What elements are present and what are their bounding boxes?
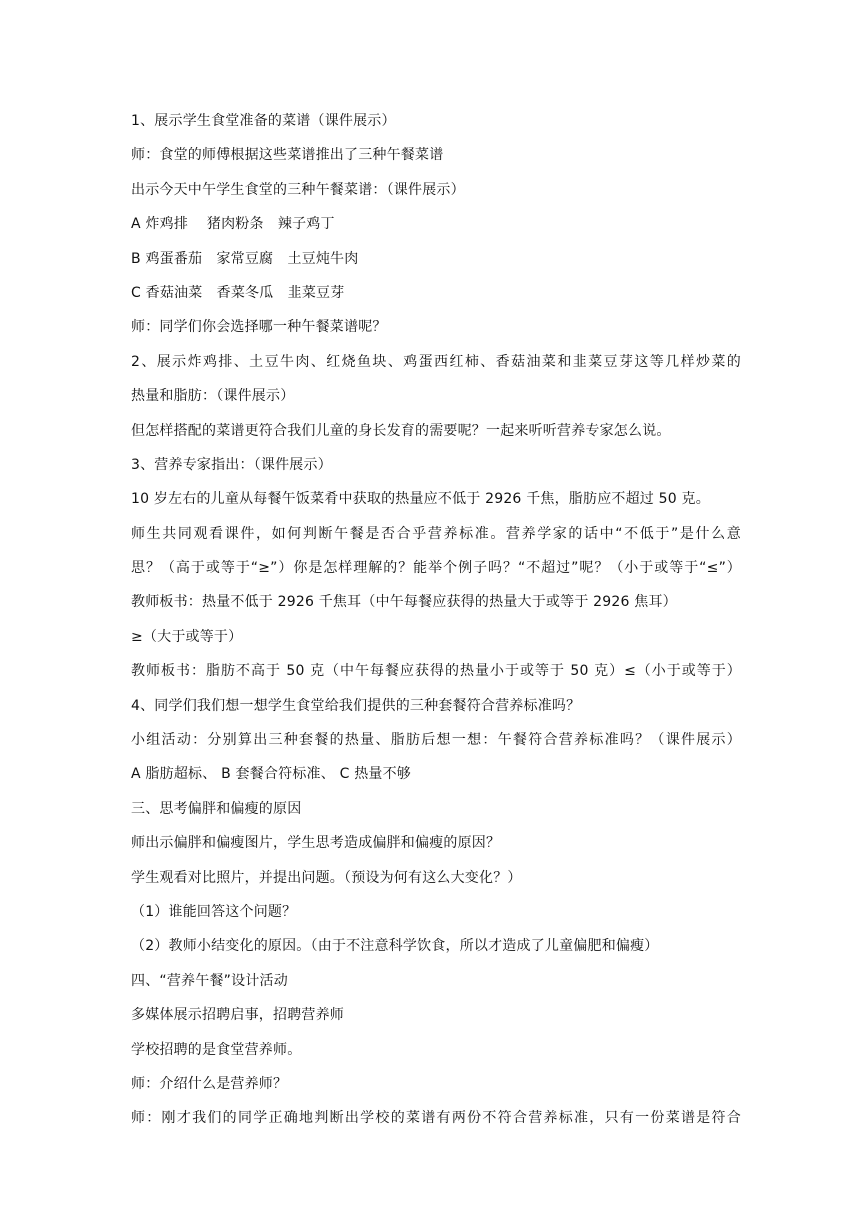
text-line-25: （2）教师小结变化的原因。（由于不注意科学饮食，所以才造成了儿童偏肥和偏瘦） — [131, 938, 659, 955]
text-line-2: 师：食堂的师傅根据这些菜谱推出了三种午餐菜谱 — [131, 147, 444, 164]
text-line-7: 师：同学们你会选择哪一种午餐菜谱呢？ — [131, 319, 387, 336]
text-line-29: 师：介绍什么是营养师？ — [131, 1075, 288, 1092]
text-line-1: 1、展示学生食堂准备的菜谱（课件展示） — [131, 113, 396, 129]
text-line-19: 小组活动：分别算出三种套餐的热量、脂肪后想一想：午餐符合营养标准吗？（课件展示） — [131, 732, 741, 749]
text-line-22: 师出示偏胖和偏瘦图片，学生思考造成偏胖和偏瘦的原因？ — [131, 835, 501, 852]
text-line-16: ≥（大于或等于） — [131, 628, 243, 645]
document-body — [131, 107, 741, 1139]
text-line-18: 4、同学们我们想一想学生食堂给我们提供的三种套餐符合营养标准吗？ — [131, 697, 581, 714]
text-line-20: A 脂肪超标、 B 套餐合符标准、 C 热量不够 — [131, 766, 412, 783]
text-line-28: 学校招聘的是食堂营养师。 — [131, 1041, 302, 1058]
text-line-4: A 炸鸡排 猪肉粉条 辣子鸡丁 — [131, 216, 335, 233]
text-line-14: 思？（高于或等于“≥”）你是怎样理解的？能举个例子吗？“不超过”呢？（小于或等于“≤”） — [131, 560, 741, 577]
text-line-6: C 香菇油菜 香菜冬瓜 韭菜豆芽 — [131, 284, 345, 301]
text-line-8: 2、展示炸鸡排、土豆牛肉、红烧鱼块、鸡蛋西红柿、香菇油菜和韭菜豆芽这等几样炒菜的 — [131, 353, 741, 370]
text-line-12: 10 岁左右的儿童从每餐午饭菜肴中获取的热量应不低于 2926 千焦，脂肪应不超过 50 克。 — [131, 491, 710, 508]
text-line-15: 教师板书：热量不低于 2926 千焦耳（中午每餐应获得的热量大于或等于 2926 焦耳） — [131, 594, 677, 611]
text-line-17: 教师板书：脂肪不高于 50 克（中午每餐应获得的热量小于或等于 50 克）≤（小于或等于） — [131, 663, 741, 680]
text-line-10: 但怎样搭配的菜谱更符合我们儿童的身长发育的需要呢？一起来听听营养专家怎么说。 — [131, 422, 671, 439]
text-line-24: （1）谁能回答这个问题？ — [131, 903, 297, 920]
text-line-3: 出示今天中午学生食堂的三种午餐菜谱：（课件展示） — [131, 181, 465, 198]
text-line-21: 三、思考偏胖和偏瘦的原因 — [131, 800, 302, 817]
text-line-27: 多媒体展示招聘启事，招聘营养师 — [131, 1007, 344, 1024]
text-line-5: B 鸡蛋番茄 家常豆腐 土豆炖牛肉 — [131, 250, 359, 267]
text-line-13: 师生共同观看课件，如何判断午餐是否合乎营养标准。营养学家的话中“不低于”是什么意 — [131, 525, 741, 542]
text-line-26: 四、“营养午餐”设计活动 — [131, 972, 288, 989]
text-line-23: 学生观看对比照片，并提出问题。（预设为何有这么大变化？） — [131, 869, 522, 886]
text-line-9: 热量和脂肪：（课件展示） — [131, 388, 295, 405]
text-line-30: 师：刚才我们的同学正确地判断出学校的菜谱有两份不符合营养标准，只有一份菜谱是符合 — [131, 1110, 741, 1127]
text-line-11: 3、营养专家指出：（课件展示） — [131, 456, 332, 473]
